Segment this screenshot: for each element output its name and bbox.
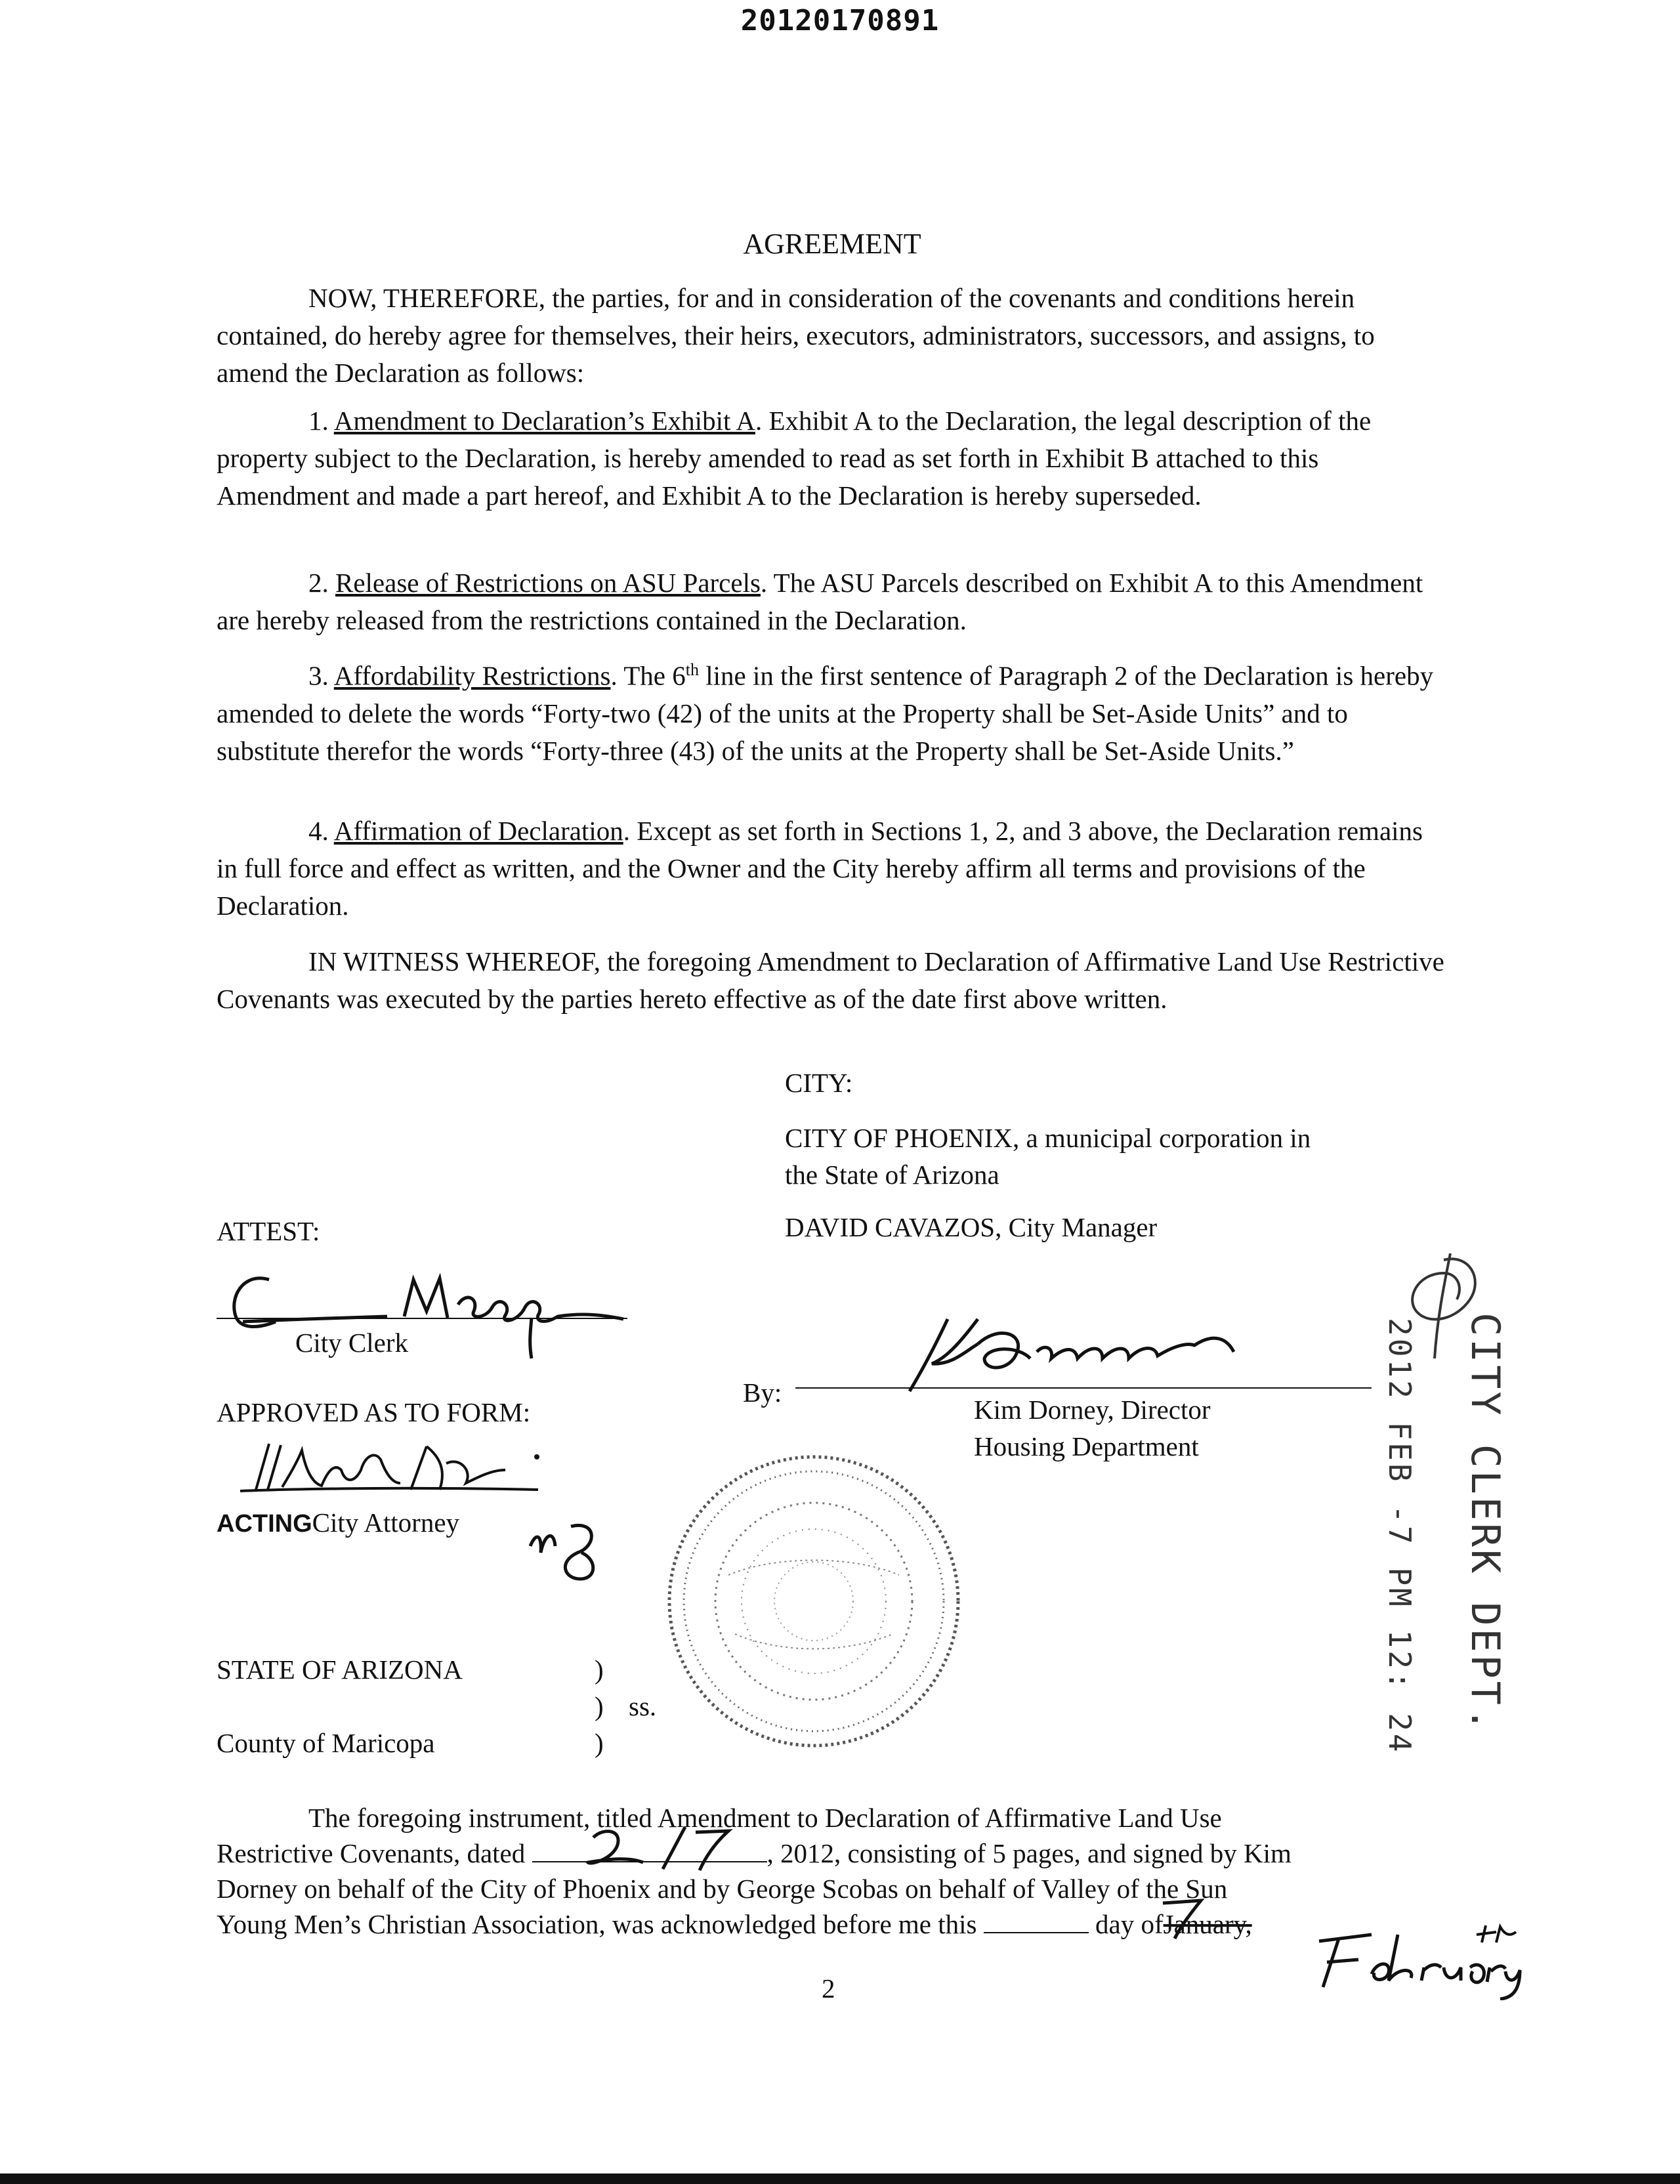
city-seal: [656, 1444, 971, 1759]
superscript: th: [685, 660, 699, 679]
ack-line-2-pre: Restrictive Covenants, dated: [217, 1838, 526, 1868]
section-body: . Except as set forth in Sections 1, 2, and 3 above, the Declaration remains in full force and effect as written, and the Owner and the City hereby affirm all terms and provisions of the Declaration.: [217, 816, 1423, 921]
director-signature: [906, 1306, 1273, 1398]
scan-border: [0, 2174, 1680, 2184]
approved-label: APPROVED AS TO FORM:: [217, 1397, 531, 1427]
city-name-line1: CITY OF PHOENIX, a municipal corporation in: [785, 1123, 1311, 1153]
section-heading: Affirmation of Declaration: [333, 816, 623, 846]
acting-label: ACTING: [217, 1510, 312, 1538]
paren-1: ): [595, 1654, 604, 1685]
section-4: [217, 812, 1450, 925]
director-signature-line: [795, 1387, 1372, 1389]
dated-handwriting: [584, 1823, 755, 1876]
section-heading: Affordability Restrictions: [333, 660, 611, 691]
section-number: 4.: [308, 816, 329, 846]
section-body-pre: . The 6: [610, 660, 686, 691]
section-heading: Release of Restrictions on ASU Parcels: [335, 568, 761, 598]
struck-month: January,: [1163, 1909, 1252, 1939]
section-number: 1.: [308, 406, 329, 436]
attorney-title: City Attorney: [312, 1507, 460, 1538]
attest-label: ATTEST:: [217, 1216, 320, 1246]
day-suffix-handwriting: [1470, 1923, 1522, 1949]
section-body: . The ASU Parcels described on Exhibit A to this Amendment are hereby released from the restrictions contained in the Declaration.: [217, 568, 1423, 635]
ack-line-2-post: , 2012, consisting of 5 pages, and signed by Kim: [766, 1838, 1292, 1868]
page-title: AGREEMENT: [743, 228, 921, 260]
intro-paragraph: NOW, THEREFORE, the parties, for and in consideration of the covenants and conditions herein contained, do hereby agree for themselves, their heirs, executors, administrators, successors, and assigns, to amend the Declaration as follows:: [217, 283, 1375, 388]
day-blank: [984, 1908, 1089, 1933]
section-number: 3.: [308, 660, 329, 691]
state-label: STATE OF ARIZONA: [217, 1654, 463, 1685]
day-handwriting: [1155, 1895, 1214, 1941]
section-heading: Amendment to Declaration’s Exhibit A: [333, 406, 755, 436]
city-label: CITY:: [785, 1068, 853, 1098]
section-1: [217, 402, 1450, 514]
by-label: By:: [743, 1377, 782, 1408]
city-name-line2: the State of Arizona: [785, 1160, 999, 1190]
section-body: . Exhibit A to the Declaration, the legal description of the property subject to the Declaration, is hereby amended to read as set forth in Exhibit B attached to this Amendment and made a part hereof, and Exhibit A to the Declaration is hereby superseded.: [217, 406, 1372, 511]
signer-department: Housing Department: [974, 1431, 1199, 1461]
ack-line-1: The foregoing instrument, titled Amendment to Declaration of Affirmative Land Use: [308, 1803, 1222, 1833]
paren-3: ): [595, 1728, 604, 1758]
stamp-department: CITY CLERK DEPT.: [1462, 1312, 1508, 1734]
paren-2: ): [595, 1691, 604, 1721]
clerk-title: City Clerk: [295, 1328, 408, 1358]
signer-name: Kim Dorney, Director: [974, 1395, 1211, 1425]
section-3: [217, 651, 1450, 770]
ack-line-4-pre: Young Men’s Christian Association, was acknowledged before me this: [217, 1909, 977, 1939]
document-number: 20120170891: [740, 4, 940, 37]
section-2: [217, 564, 1450, 639]
attorney-title-line: [217, 1504, 459, 1542]
clerk-signature-line: [217, 1318, 627, 1319]
stamp-datetime: 2012 FEB -7 PM 12: 24: [1382, 1318, 1418, 1755]
witness-paragraph: IN WITNESS WHEREOF, the foregoing Amendment to Declaration of Affirmative Land Use Restrictive Covenants was executed by the parties hereto effective as of the date first above written.: [217, 946, 1444, 1014]
ss-label: ss.: [629, 1691, 657, 1721]
clerk-signature: [217, 1259, 637, 1364]
ack-line-4: [217, 1906, 1252, 1942]
section-body: line in the first sentence of Paragraph 2 of the Declaration is hereby amended to delete the words “Forty-two (42) of the units at the Property shall be Set-Aside Units” and to substitute therefor the words “Forty-three (43) of the units at the Property shall be Set-Aside Units.”: [217, 660, 1434, 766]
section-number: 2.: [308, 568, 329, 598]
initials-signature: [525, 1507, 617, 1586]
county-label: County of Maricopa: [217, 1728, 435, 1758]
ack-line-4-mid: day of: [1095, 1909, 1164, 1939]
page-number: 2: [822, 1973, 835, 2004]
attorney-signature: [230, 1431, 545, 1509]
ack-line-3: Dorney on behalf of the City of Phoenix and by George Scobas on behalf of Valley of the Sun: [217, 1874, 1228, 1904]
city-manager: DAVID CAVAZOS, City Manager: [785, 1212, 1158, 1242]
